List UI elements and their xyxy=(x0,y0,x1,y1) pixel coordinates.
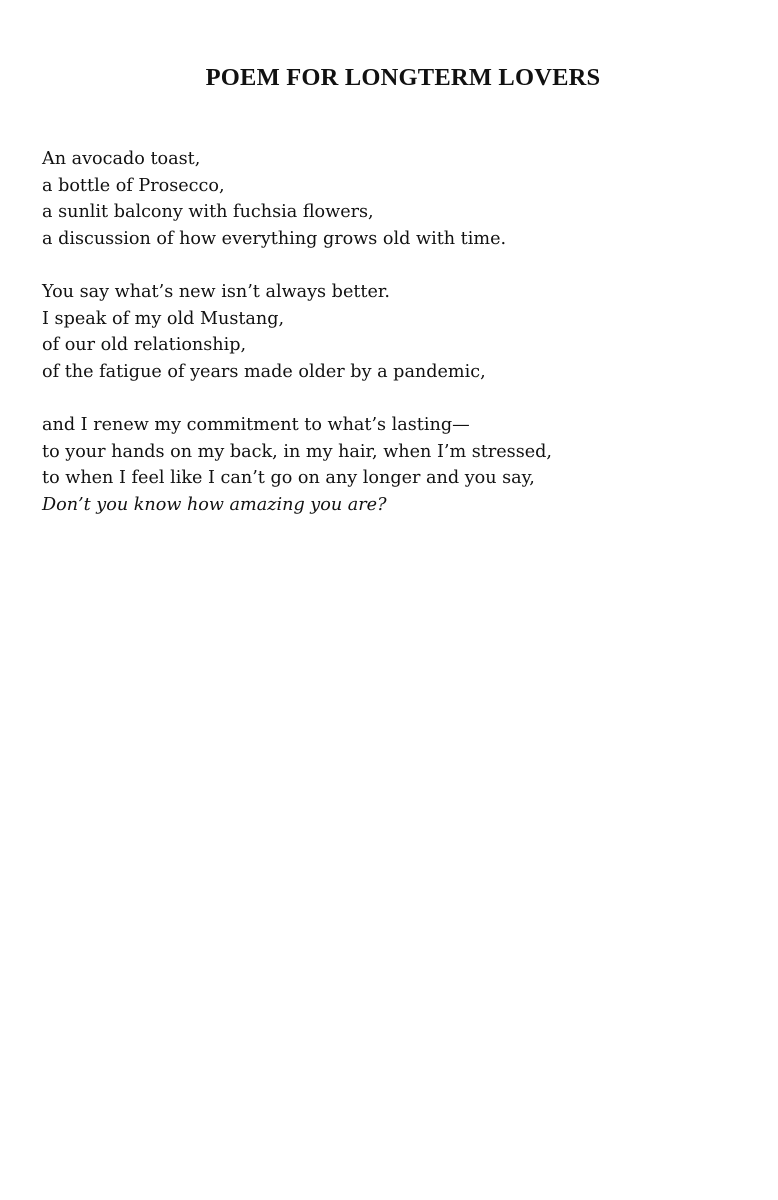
poem-body xyxy=(42,146,762,545)
poem-line: of our old relationship, xyxy=(42,335,247,356)
poem-line: a bottle of Prosecco, xyxy=(42,175,225,196)
stanza-1 xyxy=(42,146,762,252)
poem-line: and I renew my commitment to what’s lasting— xyxy=(42,414,470,435)
poem-line-italic: Don’t you know how amazing you are? xyxy=(42,494,387,515)
poem-line: You say what’s new isn’t always better. xyxy=(42,281,390,302)
poem-title: POEM FOR LONGTERM LOVERS xyxy=(205,64,601,91)
poem-line: An avocado toast, xyxy=(42,149,201,169)
stanza-2 xyxy=(42,279,762,385)
poem-line: a sunlit balcony with fuchsia flowers, xyxy=(42,202,374,223)
poem-line: to your hands on my back, in my hair, when I’m stressed, xyxy=(42,441,553,462)
poem-line: a discussion of how everything grows old with time. xyxy=(42,228,507,249)
stanza-3 xyxy=(42,412,762,518)
poem-line: I speak of my old Mustang, xyxy=(42,308,285,329)
poem-line: to when I feel like I can’t go on any longer and you say, xyxy=(42,468,535,489)
poem-line: of the fatigue of years made older by a pandemic, xyxy=(42,361,486,382)
